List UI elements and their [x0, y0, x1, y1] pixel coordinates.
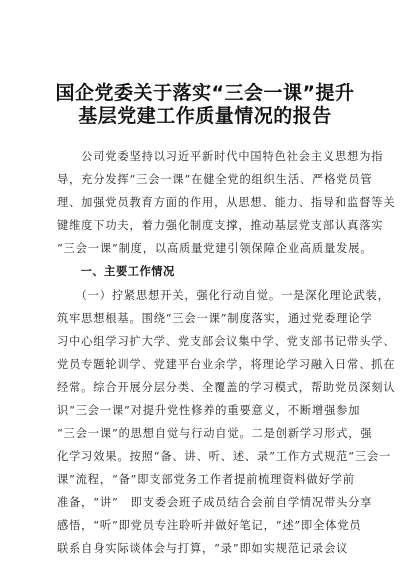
body-text-line: 键维度下功夫，着力强化制度支撑，推动基层党支部认真落实 [57, 219, 384, 232]
body-text-line: 课”流程，“备”即支部党务工作者提前梳理资料做好学前 [57, 473, 355, 486]
body-text-line: 导，充分发挥“三会一课”在健全党的组织生活、严格党员管 [57, 173, 373, 186]
body-text-line: 准备，“讲” 即支委会班子成员结合会前自学情况带头分享 [57, 496, 373, 509]
body-text-line: 识“三会一课”对提升党性修养的重要意义，不断增强参加 [57, 404, 361, 417]
body-text-line: 联系自身实际谈体会与打算，“录”即如实规范记录会议 [57, 542, 349, 555]
body-text-line: （一）拧紧思想开关，强化行动自觉。一是深化理论武装， [57, 289, 390, 302]
section-heading: 一、主要工作情况 [57, 265, 175, 278]
body-text-line: 理、加强党员教育方面的作用，从思想、能力、指导和监督等关 [57, 196, 396, 209]
body-text-line: 筑牢思想根基。围绕“三会一课”制度落实，通过党委理论学 [57, 312, 373, 325]
document-title-line-2: 基层党建工作质量情况的报告 [78, 105, 332, 127]
body-text-line: 化学习效果。按照“备、讲、听、述、录”工作方式规范“三会一 [57, 450, 392, 463]
body-text-line: “三会一课”的思想自觉与行动自觉。二是创新学习形式，强 [57, 427, 373, 440]
body-text-line: 党员专题轮训学、党建平台业余学，将理论学习融入日常、抓在 [57, 358, 396, 371]
body-text-line: 经常。综合开展分层分类、全覆盖的学习模式，帮助党员深刻认 [57, 381, 396, 394]
body-text-line: 感悟，“听”即党员专注聆听并做好笔记，“述”即全体党员 [57, 519, 362, 532]
body-text-line: 公司党委坚持以习近平新时代中国特色社会主义思想为指 [57, 150, 384, 163]
body-text-line: 习中心组学习扩大学、党支部会议集中学、党支部书记带头学、 [57, 335, 396, 348]
document-title-line-1: 国企党委关于落实“三会一课”提升 [55, 82, 355, 104]
body-text-line: “三会一课”制度，以高质量党建引领保障企业高质量发展。 [57, 242, 373, 255]
